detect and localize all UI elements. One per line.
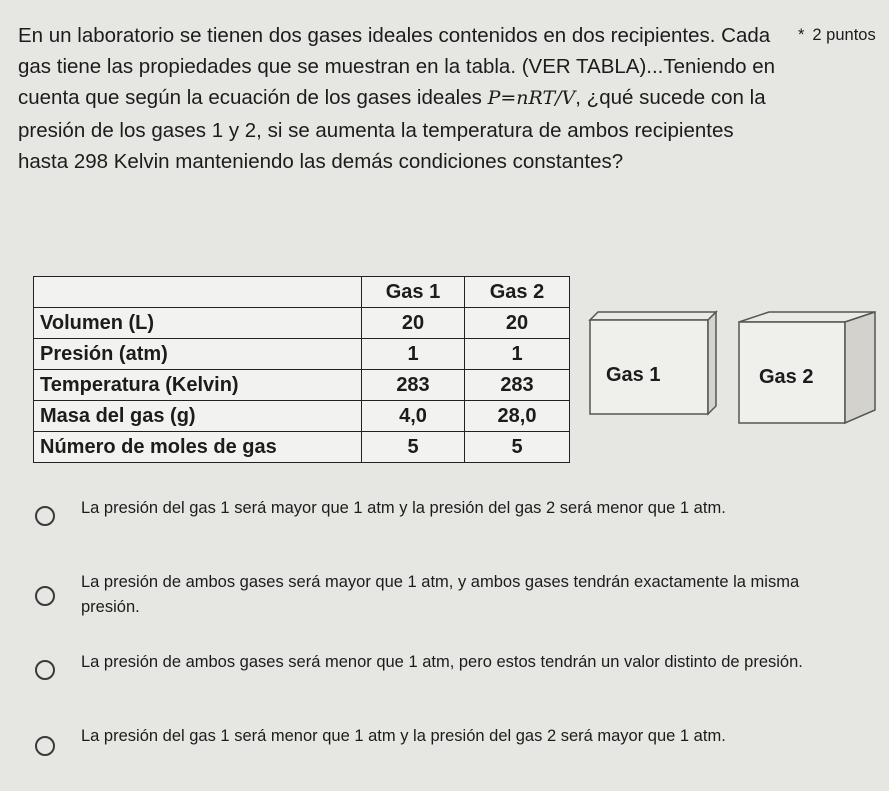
table-row xyxy=(34,432,570,463)
radio-button[interactable] xyxy=(35,736,55,756)
table-header-gas2: Gas 2 xyxy=(465,277,570,308)
table-header-empty xyxy=(34,277,362,308)
table-header-gas1: Gas 1 xyxy=(362,277,465,308)
table-row xyxy=(34,370,570,401)
gas2-container-label: Gas 2 xyxy=(759,366,814,388)
question-text-after: , ¿qué sucede con la presión de los gases 1 y 2, si se aumenta la temperatura de ambos recipientes hasta 298 Kelvin manteniendo las demás condiciones constantes? xyxy=(18,86,766,173)
radio-button[interactable] xyxy=(35,660,55,680)
row-label: Temperatura (Kelvin) xyxy=(34,370,362,401)
required-star: * xyxy=(798,26,805,44)
question-text xyxy=(18,20,788,177)
gas2-container xyxy=(737,310,879,425)
table-row xyxy=(34,339,570,370)
gas2-value: 28,0 xyxy=(465,401,570,432)
gas1-value: 5 xyxy=(362,432,465,463)
gas2-value: 1 xyxy=(465,339,570,370)
table-header-row xyxy=(34,277,570,308)
row-label: Volumen (L) xyxy=(34,308,362,339)
gas1-value: 4,0 xyxy=(362,401,465,432)
gas1-value: 1 xyxy=(362,339,465,370)
option-text: La presión del gas 1 será menor que 1 atm y la presión del gas 2 será mayor que 1 atm. xyxy=(81,727,726,745)
row-label: Masa del gas (g) xyxy=(34,401,362,432)
row-label: Presión (atm) xyxy=(34,339,362,370)
table-row xyxy=(34,308,570,339)
gas1-container xyxy=(588,310,722,416)
option-text: La presión del gas 1 será mayor que 1 atm y la presión del gas 2 será menor que 1 atm. xyxy=(81,499,726,517)
radio-button[interactable] xyxy=(35,506,55,526)
option-text: La presión de ambos gases será mayor que 1 atm, y ambos gases tendrán exactamente la misma presión. xyxy=(81,573,800,616)
radio-button[interactable] xyxy=(35,586,55,606)
gas2-value: 20 xyxy=(465,308,570,339)
gas1-value: 20 xyxy=(362,308,465,339)
gas1-container-label: Gas 1 xyxy=(606,364,661,386)
gas1-value: 283 xyxy=(362,370,465,401)
option-text: La presión de ambos gases será menor que 1 atm, pero estos tendrán un valor distinto de presión. xyxy=(81,653,803,671)
ideal-gas-equation: P=nRT/V xyxy=(487,87,576,110)
row-label: Número de moles de gas xyxy=(34,432,362,463)
question-text-before: En un laboratorio se tienen dos gases ideales contenidos en dos recipientes. Cada gas tiene las propiedades que se muestran en la tabla. (VER TABLA)...Teniendo en cuenta que según la ecuación de los gases ideales xyxy=(18,24,776,110)
points-indicator xyxy=(798,26,889,45)
table-row xyxy=(34,401,570,432)
gas2-value: 283 xyxy=(465,370,570,401)
gas1-container-drawing xyxy=(588,310,722,416)
gas-properties-table xyxy=(33,276,570,463)
points-label: 2 puntos xyxy=(812,26,876,44)
gas2-value: 5 xyxy=(465,432,570,463)
